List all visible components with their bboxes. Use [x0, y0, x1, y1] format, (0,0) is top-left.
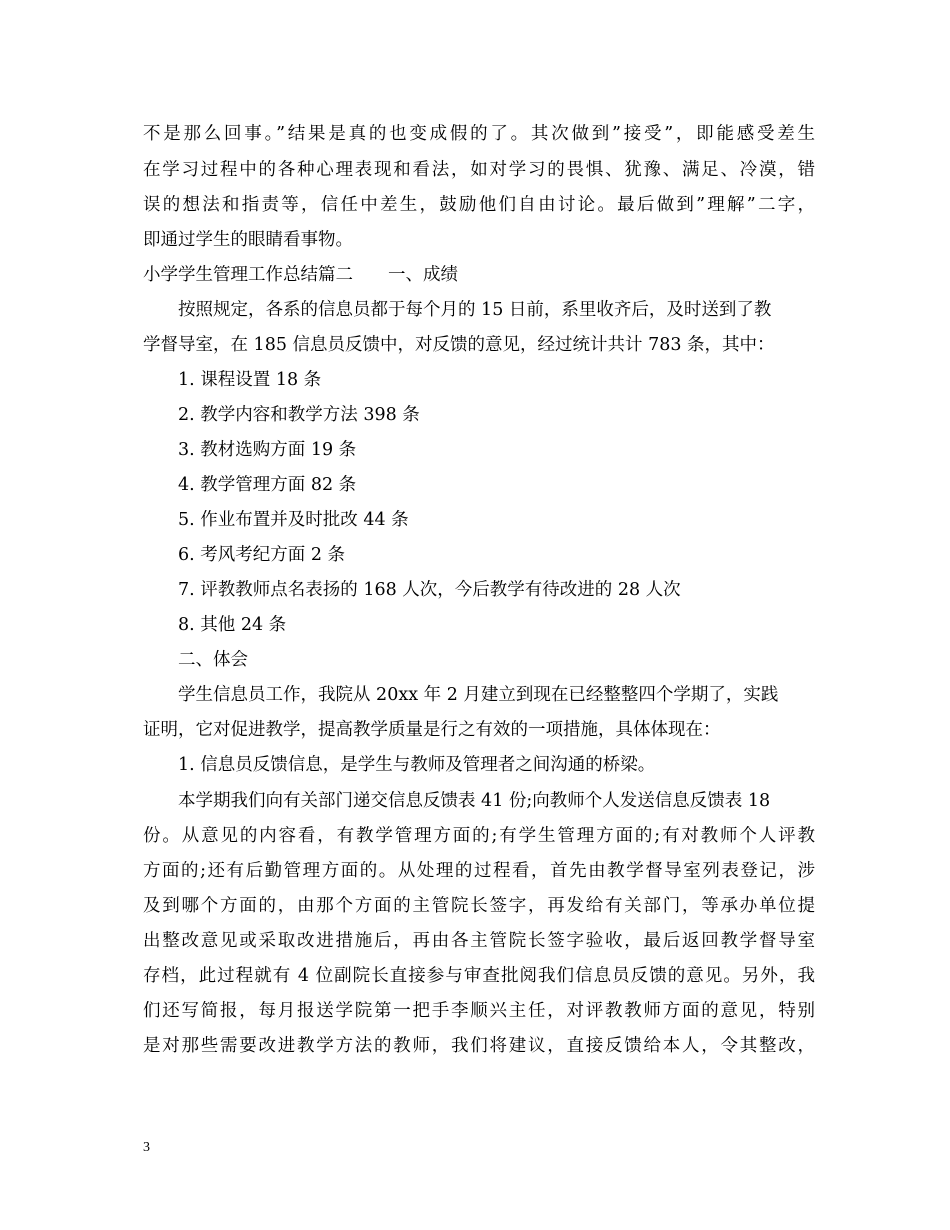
text-line: 是对那些需要改进教学方法的教师，我们将建议，直接反馈给本人，令其整改， — [143, 1036, 815, 1056]
text-line: 份。从意见的内容看，有教学管理方面的;有学生管理方面的;有对教师个人评教 — [143, 826, 815, 846]
text-line: 误的想法和指责等，信任中差生，鼓励他们自由讨论。最后做到”理解”二字， — [143, 195, 815, 215]
text-line: 证明，它对促进教学，提高教学质量是行之有效的一项措施，具体体现在： — [143, 720, 721, 740]
text-line: 即通过学生的眼睛看事物。 — [143, 230, 353, 250]
text-line: 二、体会 — [178, 650, 248, 670]
text-line: 出整改意见或采取改进措施后，再由各主管院长签字验收，最后返回教学督导室 — [143, 931, 815, 951]
page-number: 3 — [143, 1140, 150, 1155]
text-line: 7. 评教教师点名表扬的 168 人次，今后教学有待改进的 28 人次 — [178, 580, 681, 600]
text-line: 2. 教学内容和教学方法 398 条 — [178, 405, 420, 425]
text-line: 4. 教学管理方面 82 条 — [178, 475, 357, 495]
text-line: 存档，此过程就有 4 位副院长直接参与审查批阅我们信息员反馈的意见。另外，我 — [143, 966, 815, 986]
text-line: 1. 课程设置 18 条 — [178, 370, 322, 390]
text-line: 不是那么回事。”结果是真的也变成假的了。其次做到”接受”，即能感受差生 — [143, 124, 815, 144]
text-line: 学生信息员工作，我院从 20xx 年 2 月建立到现在已经整整四个学期了，实践 — [178, 685, 779, 705]
text-line: 8. 其他 24 条 — [178, 615, 287, 635]
text-line: 们还写简报，每月报送学院第一把手李顺兴主任，对评教教师方面的意见，特别 — [143, 1001, 815, 1021]
text-line: 6. 考风考纪方面 2 条 — [178, 545, 346, 565]
text-line: 5. 作业布置并及时批改 44 条 — [178, 510, 409, 530]
text-line: 在学习过程中的各种心理表现和看法，如对学习的畏惧、犹豫、满足、冷漠，错 — [143, 160, 815, 180]
text-line: 1. 信息员反馈信息，是学生与教师及管理者之间沟通的桥梁。 — [178, 755, 656, 775]
text-line: 方面的;还有后勤管理方面的。从处理的过程看，首先由教学督导室列表登记，涉 — [143, 861, 815, 881]
text-line: 3. 教材选购方面 19 条 — [178, 440, 357, 460]
text-line: 学督导室，在 185 信息员反馈中，对反馈的意见，经过统计共计 783 条，其中： — [143, 335, 775, 355]
text-line: 本学期我们向有关部门递交信息反馈表 41 份;向教师个人发送信息反馈表 18 — [178, 791, 771, 811]
text-line: 小学学生管理工作总结篇二 一、成绩 — [143, 265, 458, 285]
text-line: 按照规定，各系的信息员都于每个月的 15 日前，系里收齐后，及时送到了教 — [178, 300, 772, 320]
text-line: 及到哪个方面的，由那个方面的主管院长签字，再发给有关部门，等承办单位提 — [143, 896, 815, 916]
